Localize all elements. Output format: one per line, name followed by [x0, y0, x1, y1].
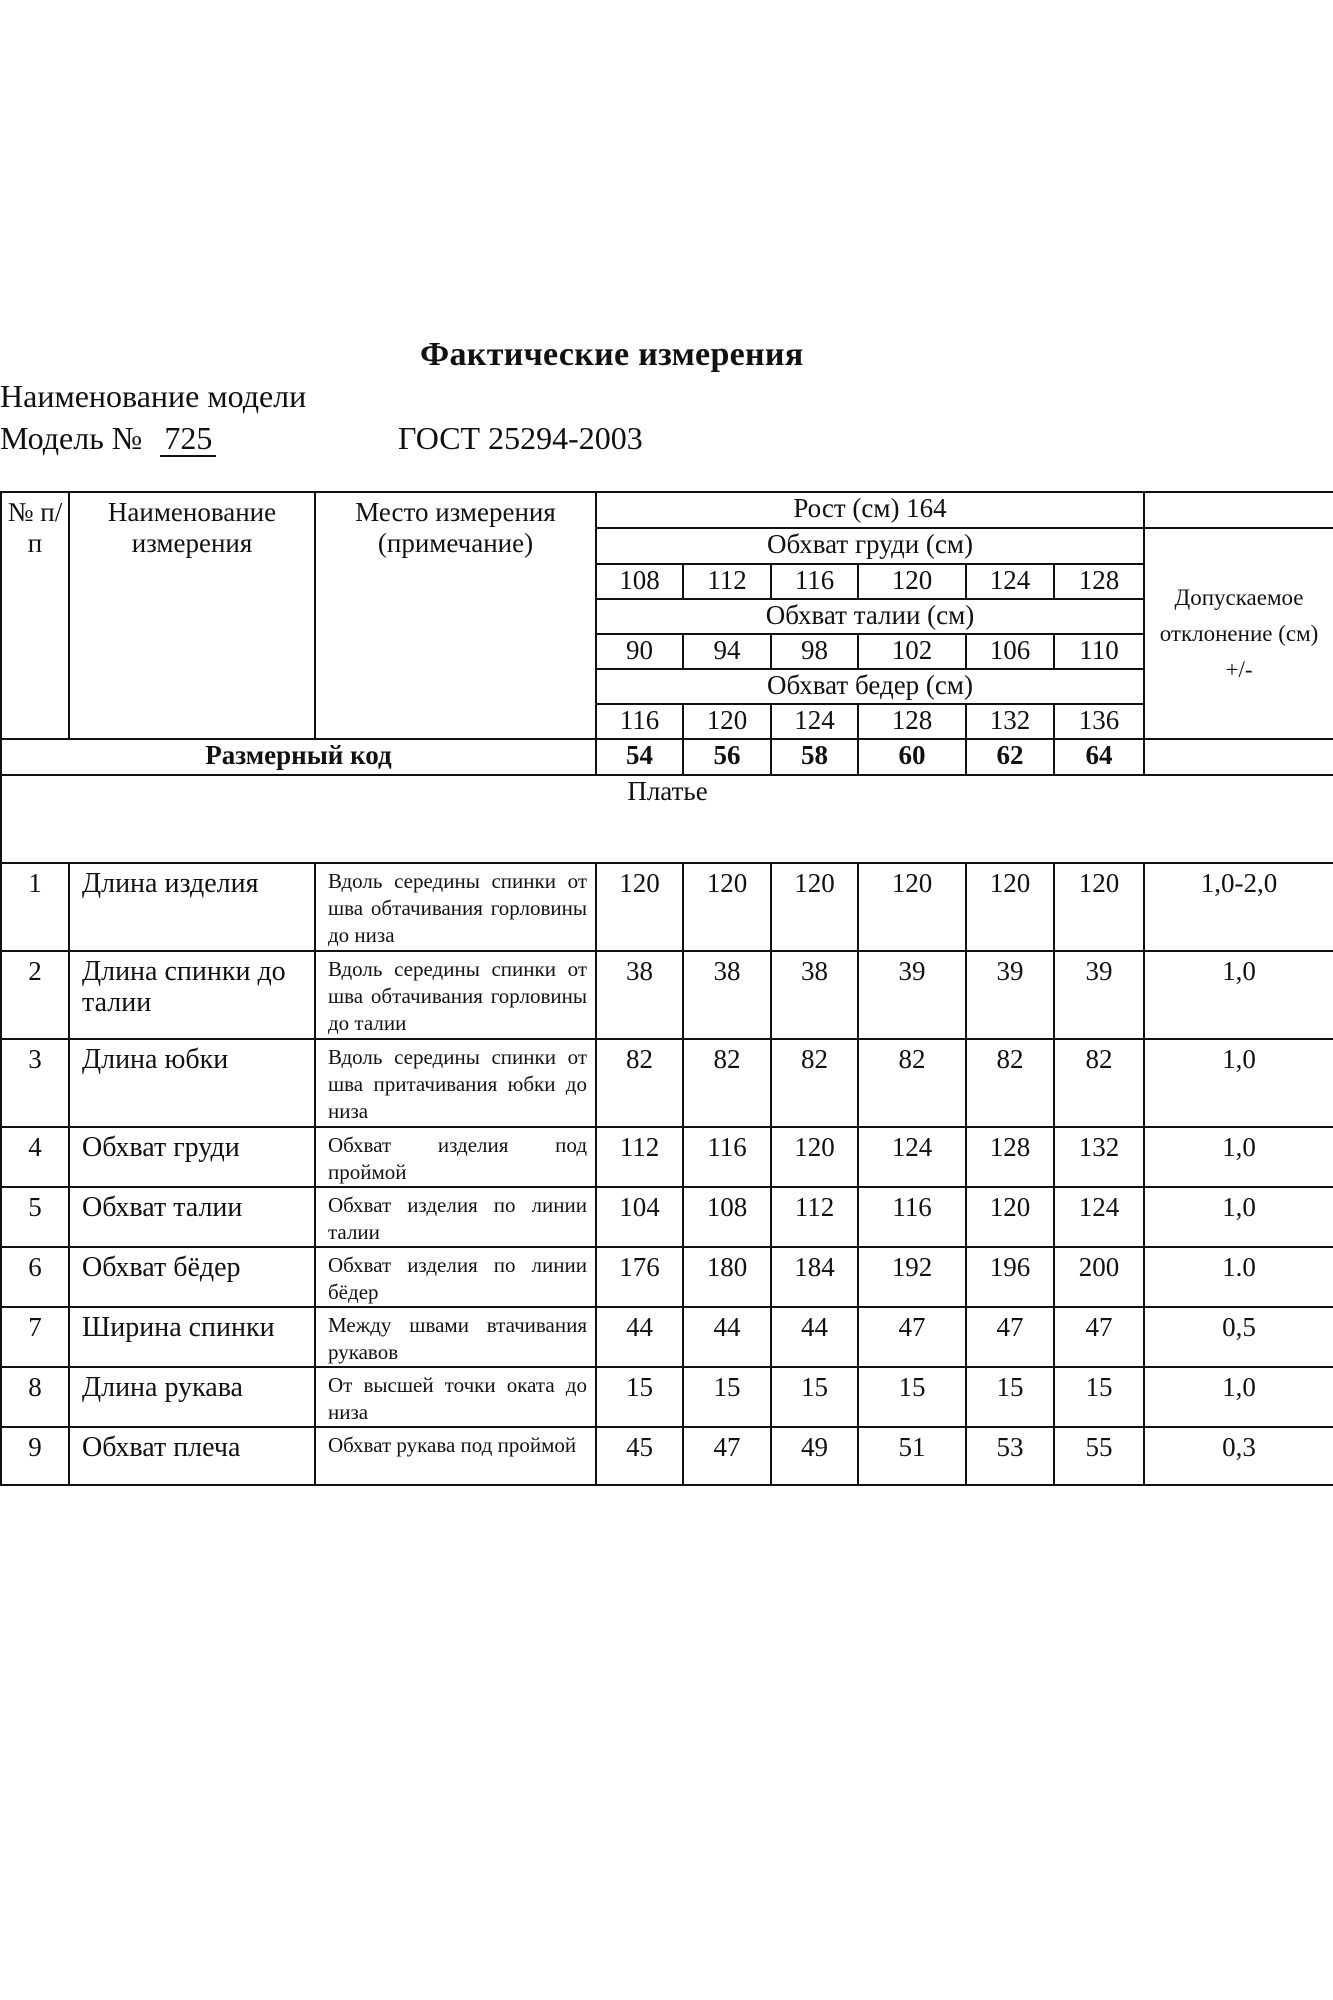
measurement-place: Между швами втачивания рукавов	[315, 1307, 596, 1367]
hips-value: 132	[966, 704, 1054, 739]
waist-value: 102	[858, 634, 966, 669]
measurement-value: 39	[1054, 951, 1144, 1039]
measurement-place: Обхват изделия под проймой	[315, 1127, 596, 1187]
measurement-value: 51	[858, 1427, 966, 1485]
measurement-value: 47	[683, 1427, 771, 1485]
measurement-value: 120	[1054, 863, 1144, 951]
table-row	[1, 1247, 1333, 1307]
measurement-value: 44	[683, 1307, 771, 1367]
table-row	[1, 1039, 1333, 1127]
measurement-place: Обхват рукава под проймой	[315, 1427, 596, 1485]
measurement-value: 120	[596, 863, 683, 951]
tolerance-value: 1,0-2,0	[1144, 863, 1333, 951]
row-number: 4	[1, 1127, 69, 1187]
measurement-value: 120	[683, 863, 771, 951]
hips-value: 128	[858, 704, 966, 739]
measurement-value: 108	[683, 1187, 771, 1247]
measurement-value: 120	[771, 863, 858, 951]
measurement-name: Обхват груди	[69, 1127, 315, 1187]
row-number: 3	[1, 1039, 69, 1127]
measurement-value: 45	[596, 1427, 683, 1485]
size-code-row	[1, 739, 1333, 775]
measurement-value: 82	[596, 1039, 683, 1127]
size-code-value: 54	[596, 739, 683, 775]
measurement-place: Обхват изделия по линии талии	[315, 1187, 596, 1247]
tolerance-value: 0,3	[1144, 1427, 1333, 1485]
measurement-value: 200	[1054, 1247, 1144, 1307]
size-code-value: 60	[858, 739, 966, 775]
measurement-value: 116	[858, 1187, 966, 1247]
measurement-value: 53	[966, 1427, 1054, 1485]
measurement-value: 39	[966, 951, 1054, 1039]
waist-value: 106	[966, 634, 1054, 669]
measurement-name: Длина рукава	[69, 1367, 315, 1427]
measurement-place: Вдоль середины спинки от шва притачивания юбки до низа	[315, 1039, 596, 1127]
size-code-value: 58	[771, 739, 858, 775]
size-code-value: 56	[683, 739, 771, 775]
chest-value: 116	[771, 564, 858, 599]
measurement-value: 15	[966, 1367, 1054, 1427]
header-tolerance: Допускаемое отклонение (см) +/-	[1144, 528, 1333, 739]
measurement-value: 82	[1054, 1039, 1144, 1127]
measurement-value: 132	[1054, 1127, 1144, 1187]
measurements-table	[0, 491, 1333, 1486]
tolerance-value: 1,0	[1144, 951, 1333, 1039]
table-row	[1, 1367, 1333, 1427]
measurement-value: 44	[771, 1307, 858, 1367]
size-code-empty	[1144, 739, 1333, 775]
model-label: Модель №	[0, 420, 143, 456]
measurement-value: 15	[771, 1367, 858, 1427]
hips-value: 136	[1054, 704, 1144, 739]
tolerance-value: 0,5	[1144, 1307, 1333, 1367]
measurement-value: 15	[683, 1367, 771, 1427]
chest-value: 128	[1054, 564, 1144, 599]
header-place: Место измерения (примечание)	[315, 492, 596, 739]
hips-value: 116	[596, 704, 683, 739]
tolerance-value: 1,0	[1144, 1187, 1333, 1247]
row-number: 9	[1, 1427, 69, 1485]
measurement-place: Вдоль середины спинки от шва обтачивания горловины до низа	[315, 863, 596, 951]
measurement-value: 112	[596, 1127, 683, 1187]
measurement-value: 44	[596, 1307, 683, 1367]
data-rows	[1, 863, 1333, 1485]
tolerance-value: 1,0	[1144, 1127, 1333, 1187]
row-number: 5	[1, 1187, 69, 1247]
hips-value: 120	[683, 704, 771, 739]
chest-value: 112	[683, 564, 771, 599]
measurement-value: 47	[858, 1307, 966, 1367]
header-chest-label: Обхват груди (см)	[596, 528, 1144, 564]
measurement-value: 82	[966, 1039, 1054, 1127]
header-empty	[1144, 492, 1333, 528]
measurement-value: 120	[771, 1127, 858, 1187]
row-number: 7	[1, 1307, 69, 1367]
measurement-value: 55	[1054, 1427, 1144, 1485]
waist-value: 90	[596, 634, 683, 669]
measurement-value: 47	[966, 1307, 1054, 1367]
model-line	[0, 420, 216, 457]
tolerance-value: 1.0	[1144, 1247, 1333, 1307]
section-title: Платье	[1, 775, 1333, 863]
section-row	[1, 775, 1333, 863]
measurement-value: 15	[858, 1367, 966, 1427]
measurement-value: 124	[1054, 1187, 1144, 1247]
measurement-value: 128	[966, 1127, 1054, 1187]
size-code-value: 62	[966, 739, 1054, 775]
measurement-value: 82	[858, 1039, 966, 1127]
tolerance-value: 1,0	[1144, 1367, 1333, 1427]
measurement-value: 120	[966, 863, 1054, 951]
tolerance-value: 1,0	[1144, 1039, 1333, 1127]
measurement-value: 49	[771, 1427, 858, 1485]
table-row	[1, 1307, 1333, 1367]
measurement-name: Обхват талии	[69, 1187, 315, 1247]
measurement-value: 120	[966, 1187, 1054, 1247]
measurement-value: 104	[596, 1187, 683, 1247]
table-row	[1, 863, 1333, 951]
measurement-value: 180	[683, 1247, 771, 1307]
table-row	[1, 1427, 1333, 1485]
measurement-name: Обхват бёдер	[69, 1247, 315, 1307]
model-number: 725	[160, 421, 216, 457]
measurement-value: 38	[683, 951, 771, 1039]
measurement-value: 112	[771, 1187, 858, 1247]
measurement-name: Длина спинки до талии	[69, 951, 315, 1039]
header-row-height	[1, 492, 1333, 528]
measurement-value: 196	[966, 1247, 1054, 1307]
measurement-value: 192	[858, 1247, 966, 1307]
size-code-value: 64	[1054, 739, 1144, 775]
measurement-value: 47	[1054, 1307, 1144, 1367]
measurement-value: 15	[1054, 1367, 1144, 1427]
header-height: Рост (см) 164	[596, 492, 1144, 528]
measurement-value: 39	[858, 951, 966, 1039]
measurement-value: 120	[858, 863, 966, 951]
gost-standard: ГОСТ 25294-2003	[398, 420, 643, 456]
measurement-value: 184	[771, 1247, 858, 1307]
model-name-label: Наименование модели	[0, 378, 307, 414]
size-code-label: Размерный код	[1, 739, 596, 775]
measurement-name: Длина изделия	[69, 863, 315, 951]
table-row	[1, 1187, 1333, 1247]
waist-value: 98	[771, 634, 858, 669]
table-row	[1, 951, 1333, 1039]
measurement-place: Вдоль середины спинки от шва обтачивания горловины до талии	[315, 951, 596, 1039]
row-number: 6	[1, 1247, 69, 1307]
header-no: № п/п	[1, 492, 69, 739]
measurement-value: 116	[683, 1127, 771, 1187]
measurement-value: 15	[596, 1367, 683, 1427]
measurement-name: Ширина спинки	[69, 1307, 315, 1367]
chest-value: 124	[966, 564, 1054, 599]
measurement-value: 176	[596, 1247, 683, 1307]
row-number: 2	[1, 951, 69, 1039]
row-number: 1	[1, 863, 69, 951]
header-waist-label: Обхват талии (см)	[596, 599, 1144, 634]
chest-value: 108	[596, 564, 683, 599]
measurement-place: От высшей точки оката до низа	[315, 1367, 596, 1427]
measurement-place: Обхват изделия по линии бёдер	[315, 1247, 596, 1307]
waist-value: 94	[683, 634, 771, 669]
measurement-value: 82	[683, 1039, 771, 1127]
chest-value: 120	[858, 564, 966, 599]
row-number: 8	[1, 1367, 69, 1427]
measurement-name: Длина юбки	[69, 1039, 315, 1127]
measurement-value: 38	[771, 951, 858, 1039]
measurement-value: 82	[771, 1039, 858, 1127]
page-title: Фактические измерения	[420, 336, 804, 373]
measurement-name: Обхват плеча	[69, 1427, 315, 1485]
measurement-value: 38	[596, 951, 683, 1039]
header-name: Наименование измерения	[69, 492, 315, 739]
waist-value: 110	[1054, 634, 1144, 669]
hips-value: 124	[771, 704, 858, 739]
header-hips-label: Обхват бедер (см)	[596, 669, 1144, 704]
table-row	[1, 1127, 1333, 1187]
measurement-value: 124	[858, 1127, 966, 1187]
